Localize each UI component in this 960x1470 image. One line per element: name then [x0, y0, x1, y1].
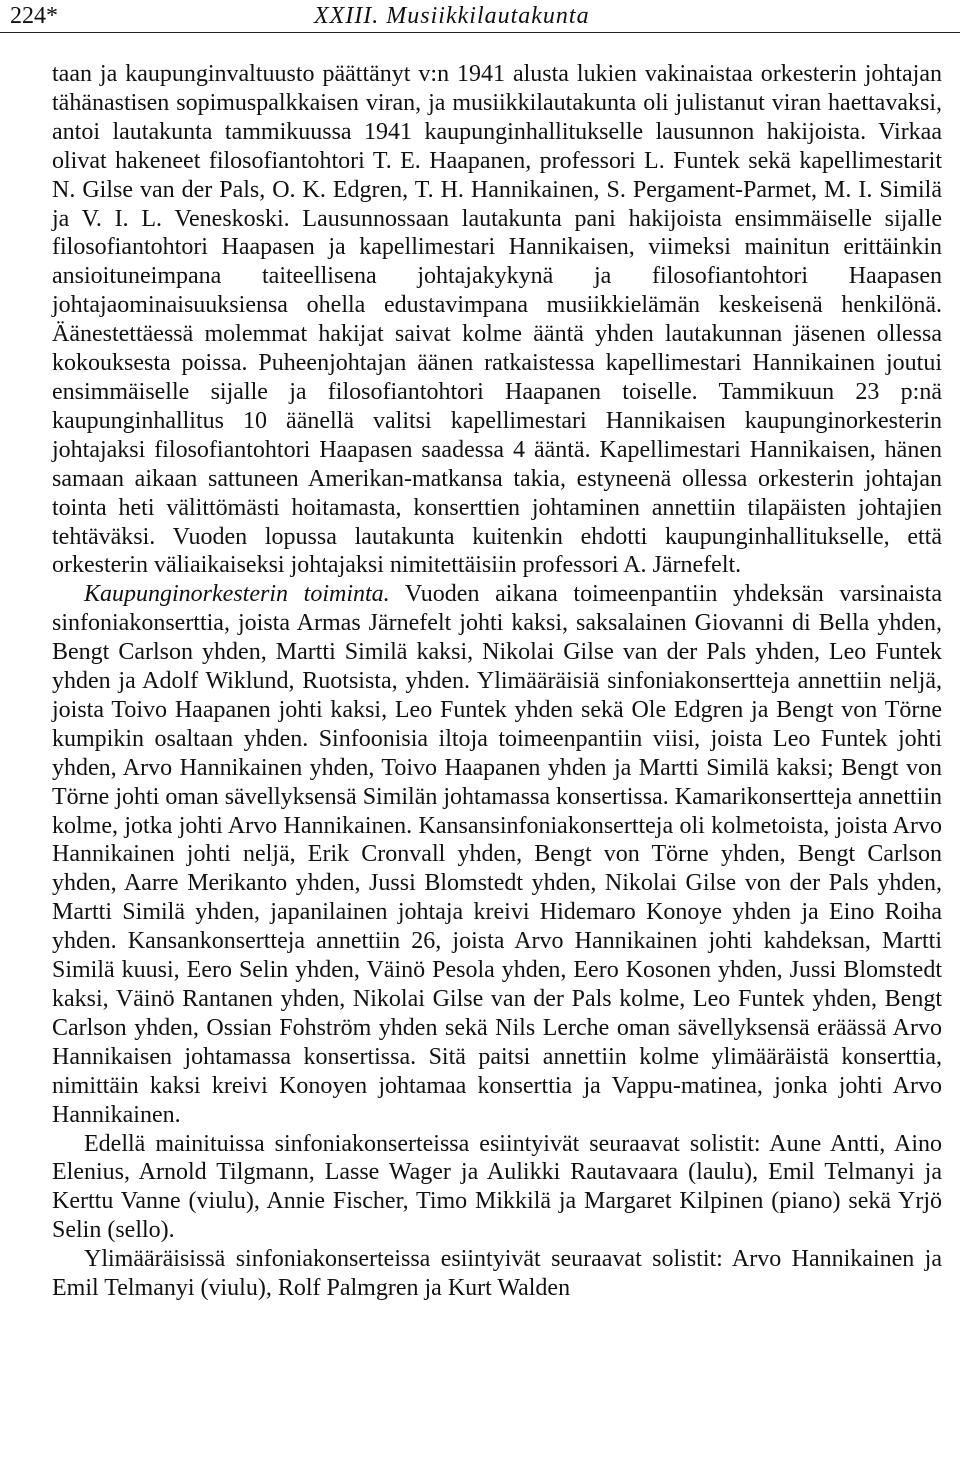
paragraph-text: taan ja kaupunginvaltuusto päättänyt v:n 1941 alusta lukien vakinaistaa orkesterin johtajan tähänastisen sopimuspalkkaisen viran, ja musiikkilautakunta oli julistanut viran haettavaksi, antoi lautakunta tammikuussa 1941 kaupunginhallitukselle lausunnon hakijoista. Virkaa olivat hakeneet filosofiantohtori T. E. Haapanen, professori L. Funtek sekä kapellimestarit N. Gilse van der Pals, O. K. Edgren, T. H. Hannikainen, S. Pergament-Parmet, M. I. Similä ja V. I. L. Veneskoski. Lausunnossaan lautakunta pani hakijoista ensimmäiselle sijalle filosofiantohtori Haapasen ja kapellimestari Hannikaisen, viimeksi mainitun erittäinkin ansioituneimpana taiteellisena johtajakykynä ja filosofiantohtori Haapasen johtajaominaisuuksiensa ohella edustavimpana musiikkielämän keskeisenä henkilönä. Äänestettäessä molemmat hakijat saivat kolme ääntä yhden lautakunnan jäsenen ollessa kokouksesta poissa. Puheenjohtajan äänen ratkaistessa kapellimestari Hannikainen joutui ensimmäiselle sijalle ja filosofiantohtori Haapanen toiselle. Tammikuun 23 p:nä kaupunginhallitus 10 äänellä valitsi kapellimestari Hannikaisen kaupunginorkesterin johtajaksi filosofiantohtori Haapasen saadessa 4 ääntä. Kapellimestari Hannikaisen, hänen samaan aikaan sattuneen Amerikan-matkansa takia, estyneenä ollessa orkesterin johtajan tointa heti välittömästi hoitamasta, konserttien johtaminen annettiin tilapäisten johtajien tehtäväksi. Vuoden lopussa lautakunta kuitenkin ehdotti kaupunginhallitukselle, että orkesterin väliaikaiseksi johtajaksi nimitettäisiin professori A. Järnefelt.: [52, 61, 942, 579]
paragraph-soloists-symphony: [52, 1130, 942, 1246]
running-head: [10, 0, 942, 36]
page-number: 224*: [10, 3, 58, 29]
chapter-title: XXIII. Musiikkilautakunta: [314, 3, 590, 29]
document-page: [10, 0, 942, 1302]
paragraph-orchestra-activity: [52, 580, 942, 1129]
body-text: [52, 60, 942, 1303]
header-rule: [0, 32, 960, 33]
paragraph-continuation: [52, 60, 942, 580]
paragraph-text: Vuoden aikana toimeenpantiin yhdeksän varsinaista sinfoniakonserttia, joista Armas Järnefelt johti kaksi, saksalainen Giovanni di Bella yhden, Bengt Carlson yhden, Martti Similä kaksi, Nikolai Gilse van der Pals yhden, Leo Funtek yhden ja Adolf Wiklund, Ruotsista, yhden. Ylimääräisiä sinfoniakonsertteja annettiin neljä, joista Toivo Haapanen johti kaksi, Leo Funtek yhden sekä Ole Edgren ja Bengt von Törne kumpikin osaltaan yhden. Sinfoonisia iltoja toimeenpantiin viisi, joista Leo Funtek johti yhden, Arvo Hannikainen yhden, Toivo Haapanen yhden ja Martti Similä kaksi; Bengt von Törne johti oman sävellyksensä Similän johtamassa konsertissa. Kamarikonsertteja annettiin kolme, jotka johti Arvo Hannikainen. Kansansinfoniakonsertteja oli kolmetoista, joista Arvo Hannikainen johti neljä, Erik Cronvall yhden, Bengt von Törne yhden, Bengt Carlson yhden, Aarre Merikanto yhden, Jussi Blomstedt yhden, Nikolai Gilse von der Pals yhden, Martti Similä yhden, japanilainen johtaja kreivi Hidemaro Konoye yhden ja Eino Roiha yhden. Kansankonsertteja annettiin 26, joista Arvo Hannikainen johti kahdeksan, Martti Similä kuusi, Eero Selin yhden, Väinö Pesola yhden, Eero Kosonen yhden, Jussi Blomstedt kaksi, Väinö Rantanen yhden, Nikolai Gilse van der Pals kolme, Leo Funtek yhden, Bengt Carlson yhden, Ossian Fohström yhden sekä Nils Lerche oman sävellyksensä eräässä Arvo Hannikaisen johtamassa konsertissa. Sitä paitsi annettiin kolme ylimääräistä konserttia, nimittäin kaksi kreivi Konoyen johtamaa konserttia ja Vappu-matinea, jonka johti Arvo Hannikainen.: [52, 581, 942, 1128]
paragraph-text: Ylimääräisissä sinfoniakonserteissa esiintyivät seuraavat solistit: Arvo Hannikainen ja Emil Telmanyi (viulu), Rolf Palmgren ja Kurt Walden: [52, 1246, 942, 1302]
run-in-heading: Kaupunginorkesterin toiminta.: [84, 581, 390, 608]
paragraph-text: Edellä mainituissa sinfoniakonserteissa esiintyivät seuraavat solistit: Aune Antti, Aino Elenius, Arnold Tilgmann, Lasse Wager ja Aulikki Rautavaara (laulu), Emil Telmanyi ja Kerttu Vanne (viulu), Annie Fischer, Timo Mikkilä ja Margaret Kilpinen (piano) sekä Yrjö Selin (sello).: [52, 1130, 942, 1244]
paragraph-soloists-extra: [52, 1245, 942, 1303]
